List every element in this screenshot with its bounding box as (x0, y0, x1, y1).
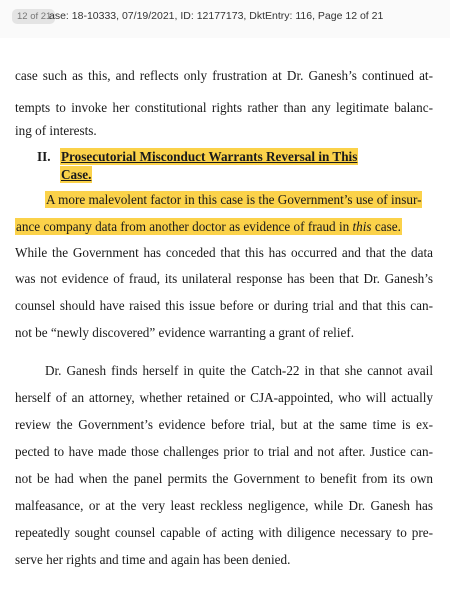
paragraph3-line: serve her rights and time and again has been denied. (15, 552, 291, 567)
highlighted-text: A more malevolent factor in this case is the Government’s use of insur- (46, 192, 422, 207)
paragraph2-line2-a: ance company data from another doctor as evidence of fraud in (16, 219, 353, 234)
paragraph2-line: not be “newly discovered” evidence warranting a grant of relief. (15, 325, 355, 340)
paragraph3-line: review the Government’s evidence before trial, but at the same time is ex- (15, 417, 433, 432)
paragraph3-line: Dr. Ganesh finds herself in quite the Catch-22 in that she cannot avail (45, 363, 433, 378)
paragraph1-line: tempts to invoke her constitutional rights rather than any legitimate balanc- (15, 100, 433, 115)
paragraph2-line: was not evidence of fraud, its unilateral response has been that Dr. Ganesh’s (15, 271, 433, 286)
paragraph1-line: ing of interests. (15, 123, 97, 138)
paragraph2-line: counsel should have raised this issue before or during trial and that this can- (15, 298, 433, 313)
section-number: II. (37, 149, 51, 164)
paragraph3-line: repeatedly sought counsel capable of acting with diligence necessary to pre- (15, 525, 433, 540)
paragraph2-line2-em: this (352, 219, 372, 234)
section-title-line2 (60, 166, 424, 184)
paragraph3-line: not be had when the panel permits the Government to benefit from its own (15, 471, 433, 486)
page-indicator: 12 of 21 (12, 9, 55, 24)
paragraph2-line: While the Government has conceded that this has occurred and that the data (15, 245, 433, 260)
paragraph3-line: malfeasance, or at the very least reckless negligence, while Dr. Ganesh has (15, 498, 433, 513)
docket-line: ase: 18-10333, 07/19/2021, ID: 12177173, DktEntry: 116, Page 12 of 21 (49, 10, 384, 22)
paragraph2-line1 (45, 191, 433, 209)
section-title-text: Prosecutorial Misconduct Warrants Reversal in This (61, 149, 358, 164)
paragraph3-line: herself of an attorney, whether retained or CJA-appointed, who will actually (15, 390, 433, 405)
paragraph3-line: pected to have made those challenges prior to trial and not after. Justice can- (15, 444, 433, 459)
section-title-text: Case. (61, 167, 92, 182)
paragraph1-line: case such as this, and reflects only frustration at Dr. Ganesh’s continued at- (15, 68, 433, 83)
paragraph2-line2 (15, 218, 433, 236)
highlighted-text (15, 218, 402, 235)
section-title-line1 (60, 148, 424, 166)
paragraph2-line2-b: case. (371, 219, 401, 234)
document-header (0, 0, 450, 38)
